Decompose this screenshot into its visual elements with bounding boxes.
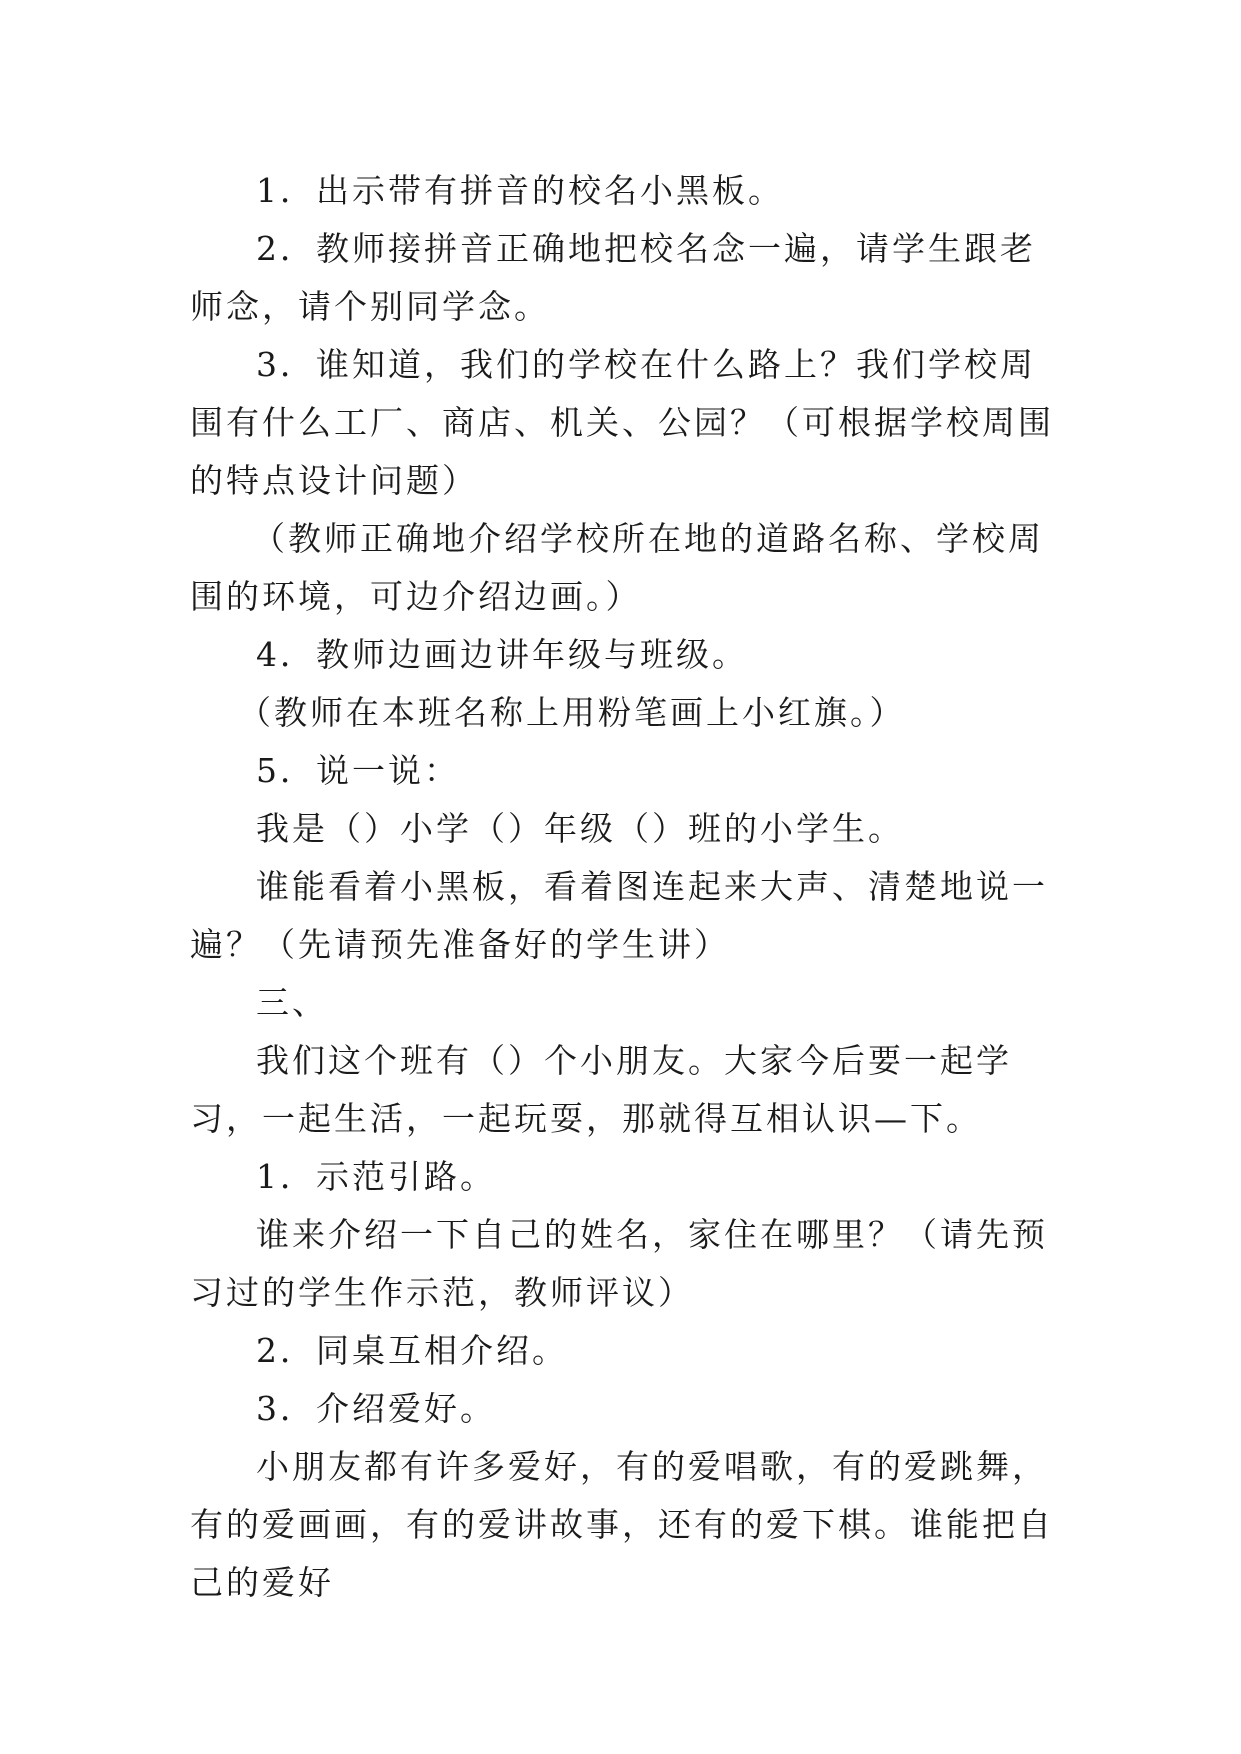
paragraph-sentence-template: 我是（）小学（）年级（）班的小学生。 [256,809,904,848]
paragraph-step-3: 3．谁知道，我们的学校在什么路上？我们学校周围有什么工厂、商店、机关、公园？（可根据学校周围的特点设计问题） [190,345,1054,500]
paragraph-note-intro: （教师正确地介绍学校所在地的道路名称、学校周围的环境，可边介绍边画。） [190,519,1044,616]
paragraph-self-intro: 谁来介绍一下自己的姓名，家住在哪里？（请先预习过的学生作示范，教师评议） [190,1215,1048,1312]
paragraph-step-5: 5．说一说： [256,751,460,790]
paragraph-class-intro: 我们这个班有（）个小朋友。大家今后要一起学习，一起生活，一起玩耍，那就得互相认识—下。 [190,1041,1012,1138]
paragraph-step-1: 1．出示带有拼音的校名小黑板。 [256,171,784,210]
paragraph-hobbies-detail: 小朋友都有许多爱好，有的爱唱歌，有的爱跳舞，有的爱画画，有的爱讲故事，还有的爱下棋。谁能把自己的爱好 [190,1447,1054,1602]
section-heading-three: 三、 [256,983,328,1022]
paragraph-speak-aloud: 谁能看着小黑板，看着图连起来大声、清楚地说一遍？（先请预先准备好的学生讲） [190,867,1048,964]
paragraph-hobbies: 3．介绍爱好。 [256,1389,496,1428]
document-body [190,162,1060,1612]
paragraph-step-2: 2．教师接拼音正确地把校名念一遍，请学生跟老师念，请个别同学念。 [190,229,1036,326]
paragraph-note-flag: （教师在本班名称上用粉笔画上小红旗。） [238,693,906,732]
paragraph-deskmate: 2．同桌互相介绍。 [256,1331,568,1370]
paragraph-demo: 1．示范引路。 [256,1157,496,1196]
paragraph-step-4: 4．教师边画边讲年级与班级。 [256,635,748,674]
